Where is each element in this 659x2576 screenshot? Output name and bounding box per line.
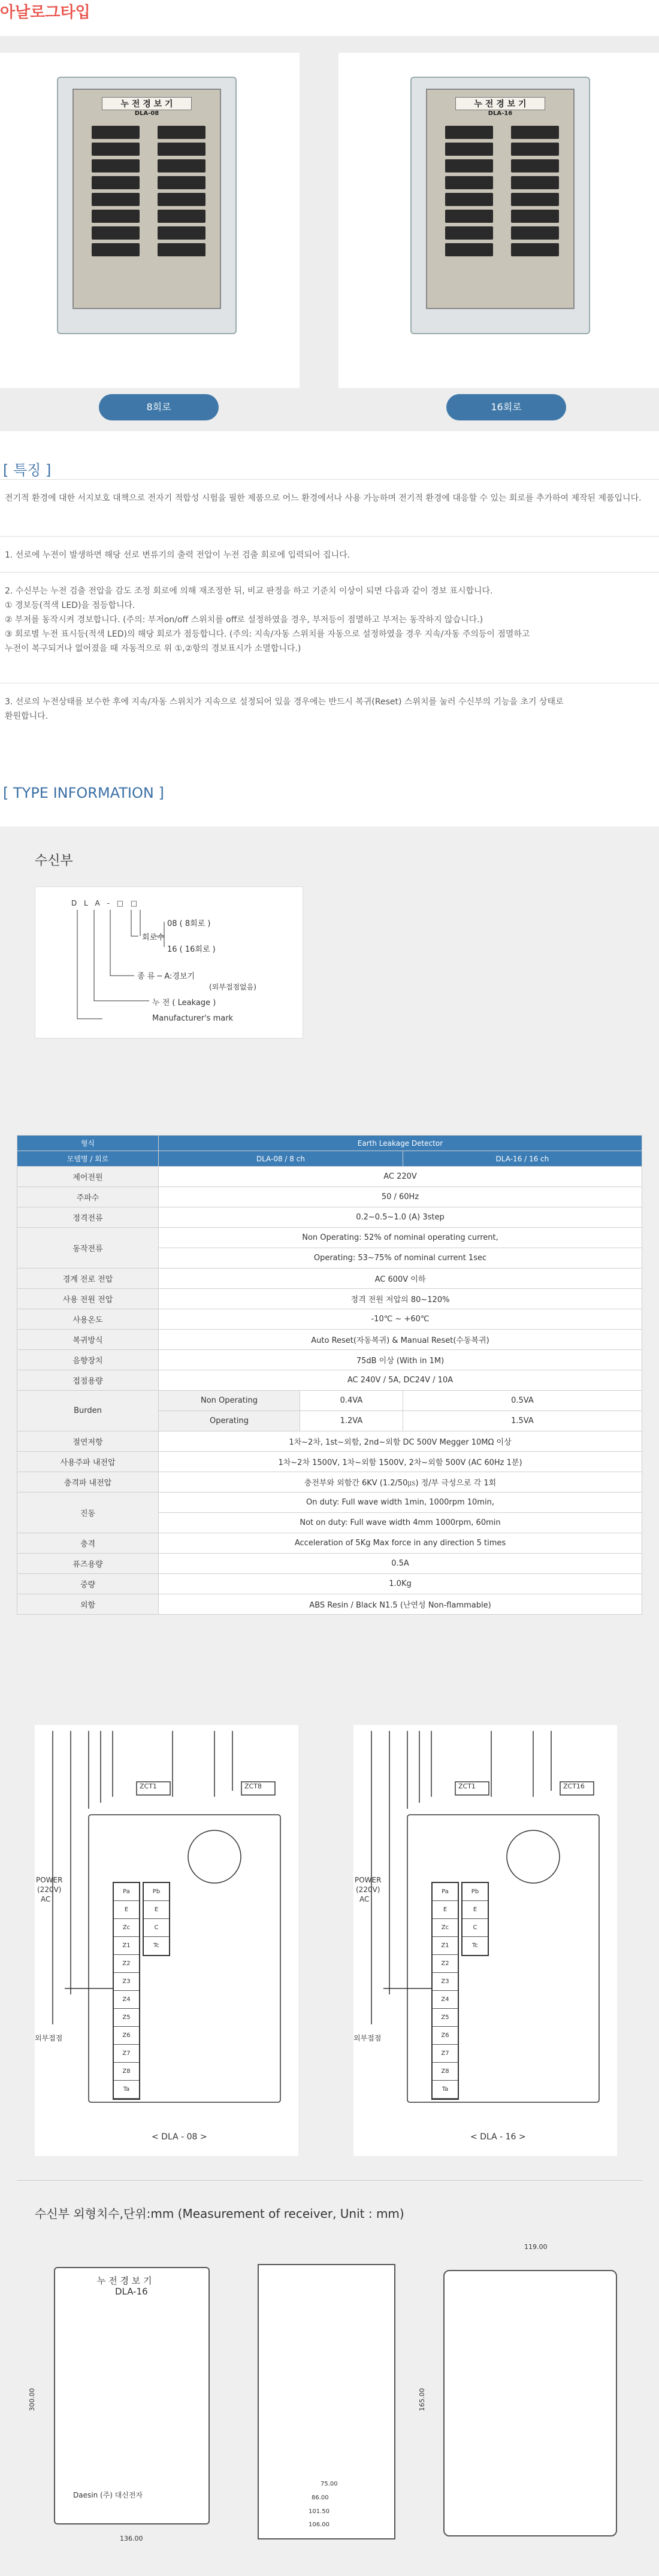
table-row: 사용주파 내전압 1차~2차 1500V, 1차~외함 1500V, 2차~외함 500V (AC 60Hz 1분) (17, 1452, 642, 1472)
table-row: 사용 전원 전압 정격 전원 저압의 80~120% (17, 1289, 642, 1309)
wiring-caption-dla16: < DLA - 16 > (470, 2132, 526, 2142)
wiring-diagram-dla08: ZCT1 ZCT8 POWER (220V) AC 외부접점 Pa E Zc Z1 Z2 Z3 Z4 Z5 Z6 Z7 Z8 Ta Pb E C Tc < DLA - 08 > (35, 1725, 298, 2156)
table-row: 사용온도 -10℃ ~ +60℃ (17, 1309, 642, 1330)
table-row: 접점용량 AC 240V / 5A, DC24V / 10A (17, 1370, 642, 1391)
dim-back-view (443, 2270, 617, 2536)
table-row: Operating: 53~75% of nominal current 1sec (17, 1248, 642, 1269)
table-row: 충격파 내전압 충전부와 외함간 6KV (1.2/50㎲) 정/부 극성으로 각 1회 (17, 1472, 642, 1493)
wiring-caption-dla08: < DLA - 08 > (152, 2132, 207, 2142)
features-intro: 전기적 환경에 대한 서지보호 대책으로 전자기 적합성 시험을 필한 제품으로 어느 환경에서나 사용 가능하며 전기적 환경에 대응할 수 있는 회로를 추가하여 제작된 제품입니다. (5, 494, 642, 503)
wiring-diagram-dla16: ZCT1 ZCT16 POWER (220V) AC 외부접점 Pa E Zc Z1 Z2 Z3 Z4 Z5 Z6 Z7 Z8 Ta Pb E C Tc < DLA - 16 > (353, 1725, 617, 2156)
product-8ch-button[interactable]: 8회로 (99, 394, 219, 420)
table-row: Burden Non Operating 0.4VA 0.5VA (17, 1391, 642, 1411)
product-16ch-button[interactable]: 16회로 (446, 394, 566, 420)
terminal-block: Pa E Zc Z1 Z2 Z3 Z4 Z5 Z6 Z7 Z8 Ta (113, 1882, 140, 2100)
table-row: 절연저항 1차~2차, 1st~외함, 2nd~외함 DC 500V Megger 10MΩ 이상 (17, 1431, 642, 1452)
feature-item-3: 3. 선로의 누전상태를 보수한 후에 지속/자동 스위치가 지속으로 설정되어 있을 경우에는 반드시 복귀(Reset) 스위치를 눌러 수신부의 기능을 초기 상태로 환원합니다. (5, 697, 564, 721)
table-row: 경계 전로 전압 AC 600V 이하 (17, 1269, 642, 1289)
spec-header-model: 모델명 / 회로 (17, 1151, 159, 1167)
table-row: 퓨즈용량 0.5A (17, 1554, 642, 1574)
dimensions-title: 수신부 외형치수,단위:mm (Measurement of receiver, Unit : mm) (35, 2206, 404, 2221)
spec-header-type: 형식 (17, 1136, 159, 1151)
device-model: DLA-16 (488, 110, 513, 117)
device-panel-title: 누 전 경 보 기 (455, 97, 545, 110)
table-row: 외함 ABS Resin / Black N1.5 (난연성 Non-flammable) (17, 1594, 642, 1615)
product-hero (0, 36, 659, 431)
device-body (57, 77, 237, 334)
table-row: 정격전류 0.2~0.5~1.0 (A) 3step (17, 1207, 642, 1228)
type-info-heading: [ TYPE INFORMATION ] (3, 785, 164, 801)
table-row: 주파수 50 / 60Hz (17, 1187, 642, 1207)
dim-front-view: 누 전 경 보 기 DLA-16 Daesin (주) 대신전자 (54, 2267, 210, 2524)
type-code: D L A - □ □ (71, 899, 140, 907)
features-heading: [ 특징 ] (3, 462, 52, 479)
table-row: Not on duty: Full wave width 4mm 1000rpm, 60min (17, 1513, 642, 1533)
spec-table: 형식 Earth Leakage Detector 모델명 / 회로 DLA-08 / 8 ch DLA-16 / 16 ch 제어전원 AC 220V 주파수 50 / 60Hz 정격전류 0.2~0.5~1.0 (A) 3step 동작전류 Non Operating: 52% of nominal operating current, Operating: 53~75% of nominal current 1sec 경계 전로 전압 AC 600V 이하 사용 전원 전압 정격 전원 저압의 80~120% 사용온도 -10℃ ~ +60℃ 복귀방식 Auto Reset(자동복귀) & Manual Reset(수동복귀) 음향장치 75dB 이상 (With in 1M) 접점용량 AC 240V / 5A, DC24V / 10A Burden Non Operating 0.4VA 0.5VA Operating 1.2VA 1.5VA 절연저항 1차~2차, 1st~외함, 2nd~외함 DC 500V Megger 10MΩ 이상 사용주파 내전압 1차~2차 1500V, 1차~외함 1500V, 2차~외함 500V (AC 60Hz 1분) 충격파 내전압 충전부와 외함간 6KV (1.2/50㎲) 정/부 극성으로 각 1회 진동 On duty: Full wave width 1min, 1000rpm 10min, Not on duty: Full wave width 4mm 1000rpm, 60min 충격 Acceleration of 5Kg Max force in any direction 5 times 퓨즈용량 0.5A 중량 1.0Kg 외함 ABS Resin / Black N1.5 (난연성 Non-flammable) (17, 1135, 642, 1615)
feature-item-1: 1. 선로에 누전이 발생하면 해당 선로 변류기의 출력 전압이 누전 검출 회로에 입력되어 집니다. (5, 550, 350, 560)
device-model: DLA-08 (134, 110, 159, 117)
table-row: 음향장치 75dB 이상 (With in 1M) (17, 1350, 642, 1370)
table-row: 동작전류 Non Operating: 52% of nominal operating current, (17, 1228, 642, 1248)
table-row: 진동 On duty: Full wave width 1min, 1000rpm 10min, (17, 1493, 642, 1513)
type-code-diagram: D L A - □ □ 08 ( 8회로 ) 회로수 16 ( 16회로 ) 종 류 ─ A:경보기 (외부접점없음) 누 전 ( Leakage ) Manufacturer's mark (35, 886, 303, 1039)
device-body (410, 77, 590, 334)
device-panel-title: 누 전 경 보 기 (102, 97, 192, 110)
table-row: 제어전원 AC 220V (17, 1167, 642, 1187)
table-row: 중량 1.0Kg (17, 1574, 642, 1594)
product-photo-16ch (338, 53, 659, 413)
product-photo-8ch (0, 53, 300, 413)
receiver-title: 수신부 (35, 853, 73, 868)
table-row: 복귀방식 Auto Reset(자동복귀) & Manual Reset(수동복귀) (17, 1330, 642, 1350)
table-row: Operating 1.2VA 1.5VA (17, 1411, 642, 1431)
feature-item-2: 2. 수신부는 누전 검출 전압을 감도 조정 회로에 의해 재조정한 뒤, 비교 판정을 하고 기준치 이상이 되면 다음과 같이 경보 표시합니다. ① 경보등(적색 LED)을 점등합니다. ② 부저를 동작시켜 경보합니다. (주의: 부저on/off 스위치를 off로 설정하였을 경우, 부저등이 점멸하고 부저는 동작하지 않습니다.) ③ 회로별 누전 표시등(적색 LED)의 해당 회로가 점등합니다. (주의: 지속/자동 스위치를 자동으로 설정하였을 경우 지속/자동 주의등이 점멸하고 누전이 복구되거나 없어졌을 때 자동적으로 위 ①,②항의 경보표시가 소멸합니다.) (5, 586, 530, 653)
table-row: 충격 Acceleration of 5Kg Max force in any direction 5 times (17, 1533, 642, 1554)
terminal-block: Pa E Zc Z1 Z2 Z3 Z4 Z5 Z6 Z7 Z8 Ta (431, 1882, 459, 2100)
page-title: 아날로그타입 (0, 4, 90, 22)
